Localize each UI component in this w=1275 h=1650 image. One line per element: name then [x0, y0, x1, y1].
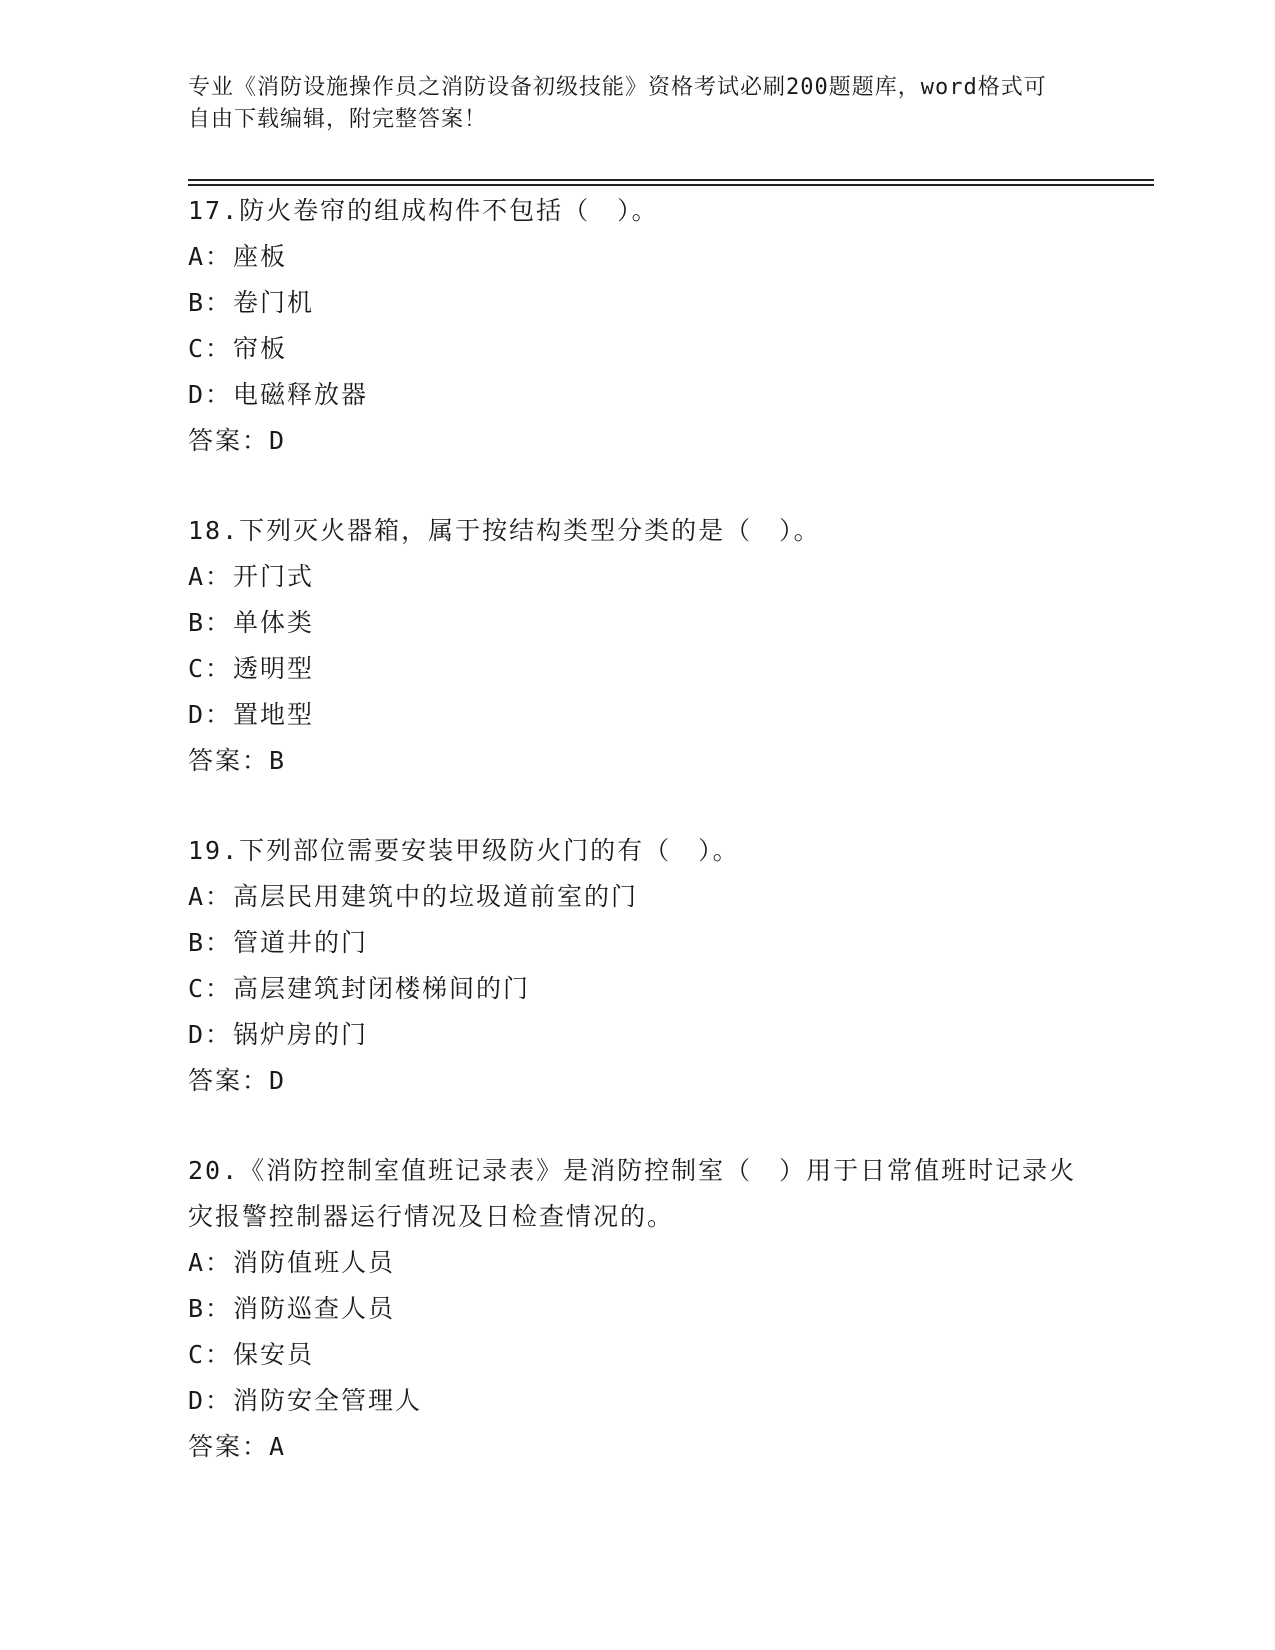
option-letter: C：: [188, 974, 233, 1003]
option-letter: B：: [188, 608, 233, 637]
option-a: [188, 1240, 1088, 1286]
option-a: [188, 554, 1088, 600]
option-letter: B：: [188, 1294, 233, 1323]
option-d: [188, 1378, 1088, 1424]
option-text: 座板: [233, 242, 288, 271]
option-letter: A：: [188, 882, 233, 911]
answer: 答案：D: [188, 1066, 287, 1095]
option-letter: A：: [188, 562, 233, 591]
option-text: 高层建筑封闭楼梯间的门: [233, 974, 531, 1003]
option-letter: D：: [188, 1386, 233, 1415]
option-letter: B：: [188, 288, 233, 317]
header-divider-top: [188, 179, 1154, 181]
option-letter: B：: [188, 928, 233, 957]
option-letter: D：: [188, 380, 233, 409]
option-c: [188, 966, 1088, 1012]
question-stem: 17.防火卷帘的组成构件不包括（ ）。: [188, 196, 659, 225]
option-a: [188, 874, 1088, 920]
option-text: 卷门机: [233, 288, 315, 317]
question-18: [188, 508, 1088, 784]
option-b: [188, 600, 1088, 646]
option-letter: C：: [188, 334, 233, 363]
option-c: [188, 326, 1088, 372]
option-text: 锅炉房的门: [233, 1020, 369, 1049]
option-text: 高层民用建筑中的垃圾道前室的门: [233, 882, 639, 911]
option-d: [188, 692, 1088, 738]
option-text: 消防值班人员: [233, 1248, 396, 1277]
option-text: 消防巡查人员: [233, 1294, 396, 1323]
answer: 答案：A: [188, 1432, 287, 1461]
question-19: [188, 828, 1088, 1104]
option-letter: A：: [188, 242, 233, 271]
option-text: 电磁释放器: [233, 380, 369, 409]
option-text: 置地型: [233, 700, 315, 729]
question-20: [188, 1148, 1088, 1470]
document-intro: 专业《消防设施操作员之消防设备初级技能》资格考试必刷200题题库，word格式可自由下载编辑，附完整答案！: [188, 75, 1047, 132]
question-stem: 18.下列灭火器箱，属于按结构类型分类的是（ ）。: [188, 516, 821, 545]
option-letter: C：: [188, 1340, 233, 1369]
option-text: 开门式: [233, 562, 315, 591]
option-text: 消防安全管理人: [233, 1386, 423, 1415]
question-stem: 19.下列部位需要安装甲级防火门的有（ ）。: [188, 836, 740, 865]
question-stem: 20.《消防控制室值班记录表》是消防控制室（ ）用于日常值班时记录火灾报警控制器运行情况及日检查情况的。: [188, 1156, 1077, 1231]
option-text: 管道井的门: [233, 928, 369, 957]
option-letter: A：: [188, 1248, 233, 1277]
option-d: [188, 1012, 1088, 1058]
question-17: [188, 188, 1088, 464]
answer: 答案：D: [188, 426, 287, 455]
option-d: [188, 372, 1088, 418]
option-c: [188, 1332, 1088, 1378]
option-letter: D：: [188, 700, 233, 729]
option-text: 保安员: [233, 1340, 315, 1369]
option-text: 帘板: [233, 334, 288, 363]
option-letter: D：: [188, 1020, 233, 1049]
option-c: [188, 646, 1088, 692]
option-letter: C：: [188, 654, 233, 683]
option-b: [188, 920, 1088, 966]
option-text: 透明型: [233, 654, 315, 683]
option-text: 单体类: [233, 608, 315, 637]
option-a: [188, 234, 1088, 280]
option-b: [188, 1286, 1088, 1332]
answer: 答案：B: [188, 746, 287, 775]
header-divider-bottom: [188, 184, 1154, 186]
option-b: [188, 280, 1088, 326]
